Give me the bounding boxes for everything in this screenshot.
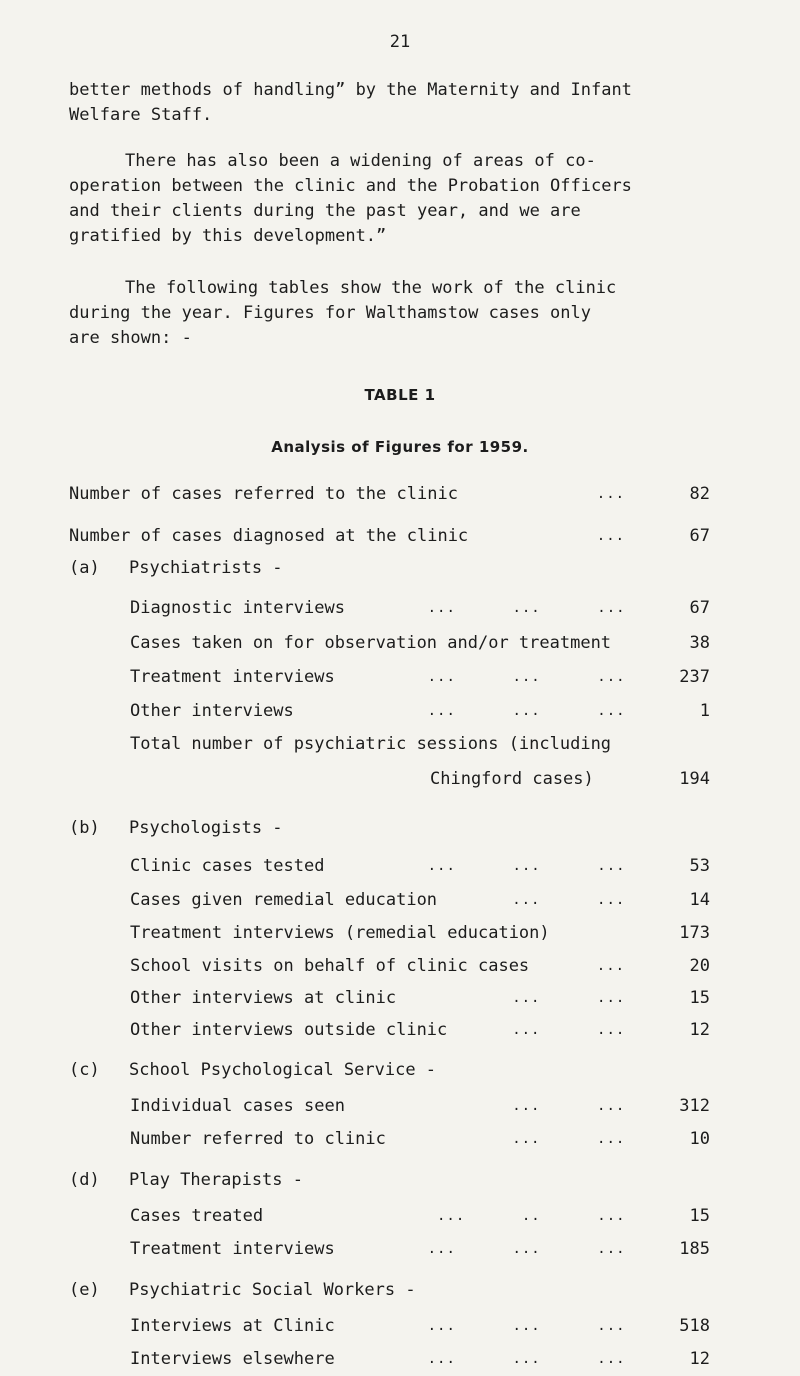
- dot-leader: ... ...: [512, 892, 626, 908]
- row-value: 15: [689, 988, 710, 1008]
- dot-leader: ... ... ...: [427, 1318, 626, 1334]
- table-row: [130, 700, 710, 722]
- section-title: Psychiatric Social Workers -: [129, 1280, 416, 1300]
- summary-row: [69, 483, 710, 505]
- section-heading: [69, 818, 283, 838]
- dot-leader: ...: [596, 958, 626, 974]
- row-value: 20: [689, 956, 710, 976]
- section-title: Psychiatrists -: [129, 558, 283, 578]
- intro-paragraph-2: [69, 149, 719, 249]
- table-row: [130, 1238, 710, 1260]
- row-label: Other interviews outside clinic: [130, 1020, 448, 1040]
- table-row: [130, 1205, 710, 1227]
- row-label: Treatment interviews: [130, 667, 335, 687]
- row-value: 53: [689, 856, 710, 876]
- row-value: 12: [689, 1349, 710, 1369]
- row-value: 237: [679, 667, 710, 687]
- section-heading: [69, 558, 283, 578]
- dot-leader: ... ...: [512, 1022, 626, 1038]
- section-heading: [69, 1170, 303, 1190]
- text-line: gratified by this development.”: [69, 226, 387, 246]
- row-value: 173: [679, 923, 710, 943]
- section-title: Psychologists -: [129, 818, 283, 838]
- row-value: 518: [679, 1316, 710, 1336]
- text-line: during the year. Figures for Walthamstow cases only: [69, 303, 591, 323]
- table-row: [130, 1019, 710, 1041]
- table-row: [130, 733, 710, 755]
- row-label: Cases taken on for observation and/or treatment: [130, 633, 612, 653]
- dot-leader: ... ...: [512, 990, 626, 1006]
- row-label: Individual cases seen: [130, 1096, 345, 1116]
- row-label: School visits on behalf of clinic cases: [130, 956, 530, 976]
- section-title: Play Therapists -: [129, 1170, 303, 1190]
- row-value: 82: [689, 484, 710, 504]
- text-line: are shown: -: [69, 328, 192, 348]
- dot-leader: ... ... ...: [427, 1351, 626, 1367]
- row-label: Treatment interviews: [130, 1239, 335, 1259]
- page-number: 21: [389, 32, 411, 52]
- row-label: Total number of psychiatric sessions (including: [130, 734, 612, 754]
- intro-paragraph-3: [69, 276, 719, 351]
- table-row: [130, 1095, 710, 1117]
- dot-leader: ... ... ...: [427, 858, 626, 874]
- row-value: 10: [689, 1129, 710, 1149]
- dot-leader: ... ...: [512, 1131, 626, 1147]
- dot-leader: ...: [596, 486, 626, 502]
- row-value: 12: [689, 1020, 710, 1040]
- text-line: There has also been a widening of areas of co-: [125, 151, 596, 171]
- row-label: Other interviews: [130, 701, 294, 721]
- section-letter: (a): [69, 558, 100, 578]
- summary-row: [69, 525, 710, 547]
- row-label: Number referred to clinic: [130, 1129, 386, 1149]
- dot-leader: ... ... ...: [427, 1241, 626, 1257]
- section-heading: [69, 1060, 436, 1080]
- text-line: Welfare Staff.: [69, 105, 213, 125]
- section-letter: (b): [69, 818, 100, 838]
- row-value: 14: [689, 890, 710, 910]
- table-row: [130, 1315, 710, 1337]
- table-row: [130, 1348, 710, 1370]
- row-label: Other interviews at clinic: [130, 988, 397, 1008]
- section-heading: [69, 1280, 416, 1300]
- table-row: [130, 987, 710, 1009]
- table-row: [130, 922, 710, 944]
- dot-leader: ... ... ...: [427, 669, 626, 685]
- row-value: 1: [699, 701, 710, 721]
- text-line: better methods of handling” by the Maternity and Infant: [69, 80, 632, 100]
- intro-paragraph-1: [69, 78, 719, 128]
- section-title: School Psychological Service -: [129, 1060, 437, 1080]
- text-line: operation between the clinic and the Probation Officers: [69, 176, 632, 196]
- row-label: Cases given remedial education: [130, 890, 438, 910]
- section-letter: (e): [69, 1280, 100, 1300]
- dot-leader: ... ... ...: [427, 703, 626, 719]
- row-label: Treatment interviews (remedial education): [130, 923, 550, 943]
- row-label: Clinic cases tested: [130, 856, 325, 876]
- row-value: 194: [679, 769, 710, 789]
- row-value: 312: [679, 1096, 710, 1116]
- row-label: Number of cases referred to the clinic: [69, 484, 458, 504]
- row-label: Interviews elsewhere: [130, 1349, 335, 1369]
- table-row: [130, 1128, 710, 1150]
- dot-leader: ... ... ...: [427, 600, 626, 616]
- row-label: Number of cases diagnosed at the clinic: [69, 526, 469, 546]
- dot-leader: ...: [596, 528, 626, 544]
- table-row: [130, 632, 710, 654]
- row-label: Interviews at Clinic: [130, 1316, 335, 1336]
- table-row: [130, 955, 710, 977]
- dot-leader: ... .. ...: [437, 1208, 626, 1224]
- table-row: [130, 768, 710, 790]
- row-value: 67: [689, 598, 710, 618]
- row-value: 15: [689, 1206, 710, 1226]
- table-title: TABLE 1: [364, 386, 436, 404]
- dot-leader: ... ...: [512, 1098, 626, 1114]
- table-subtitle: Analysis of Figures for 1959.: [271, 438, 529, 456]
- section-letter: (d): [69, 1170, 100, 1190]
- row-label: Chingford cases): [430, 769, 594, 789]
- table-row: [130, 666, 710, 688]
- table-row: [130, 597, 710, 619]
- text-line: The following tables show the work of the clinic: [125, 278, 617, 298]
- row-label: Cases treated: [130, 1206, 264, 1226]
- table-row: [130, 855, 710, 877]
- table-row: [130, 889, 710, 911]
- row-label: Diagnostic interviews: [130, 598, 345, 618]
- row-value: 67: [689, 526, 710, 546]
- row-value: 38: [689, 633, 710, 653]
- row-value: 185: [679, 1239, 710, 1259]
- text-line: and their clients during the past year, and we are: [69, 201, 581, 221]
- section-letter: (c): [69, 1060, 100, 1080]
